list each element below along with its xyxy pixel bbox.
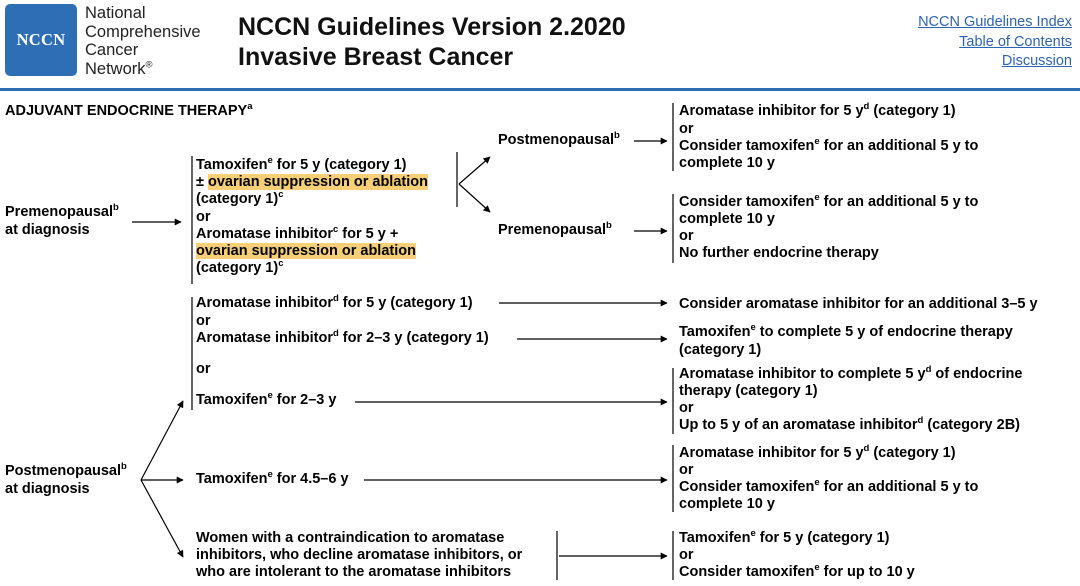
pre-option-ovarian-suppression-2 (196, 243, 416, 260)
pre-result-line: complete 10 y (679, 211, 775, 227)
pre-result-line: Consider tamoxifen$^e$ for an additional 5 y to (679, 192, 979, 210)
table-of-contents-link[interactable]: Table of Contents (959, 33, 1072, 50)
post-result-line: Aromatase inhibitor for 5 $y^d$ (category 1) (679, 443, 956, 461)
post-option-or: or (196, 361, 211, 377)
post-result-line: Aromatase inhibitor to complete 5 $y^d$ of endocrine (679, 364, 1023, 382)
pre-option-tamoxifen: Tamoxifen$^e$ for 5 y (category 1) (196, 155, 407, 173)
post-option-contraindication: inhibitors, who decline aromatase inhibitors, or (196, 547, 523, 563)
post-option-tamoxifen-2-3y: Tamoxifen$^e$ for 2–3 y (196, 390, 337, 408)
post-result-or: or (679, 400, 694, 416)
pre-option-category-2: (category 1)$^c$ (196, 258, 284, 276)
post-result-line: Consider aromatase inhibitor for an additional 3–5 y (679, 296, 1038, 312)
pre-option-ovarian-suppression: ± ovarian suppression or ablation (196, 174, 428, 190)
post-result-line: Consider tamoxifen$^e$ for an additional 5 y to (679, 477, 979, 495)
highlighted-text: ovarian suppression or ablation (208, 174, 428, 190)
title-topic: Invasive Breast Cancer (238, 43, 514, 71)
section-title: ADJUVANT ENDOCRINE THERAPY$^a$ (5, 101, 253, 119)
post-result-line: complete 10 y (679, 155, 775, 171)
post-result-line: complete 10 y (679, 496, 775, 512)
post-option-tamoxifen-4-6y: Tamoxifen$^e$ for 4.5–6 y (196, 469, 349, 487)
post-option-contraindication: Women with a contraindication to aromatase (196, 530, 505, 546)
pre-result-or: or (679, 228, 694, 244)
post-result-or: or (679, 462, 694, 478)
post-result-line: therapy (category 1) (679, 383, 818, 399)
post-result-line: Up to 5 y of an aromatase inhibitor$^d$ (category 2B) (679, 415, 1020, 433)
postmenopausal-at-diagnosis-sublabel: at diagnosis (5, 481, 90, 497)
org-name-line: Comprehensive (85, 22, 201, 41)
pre-result-line: No further endocrine therapy (679, 245, 879, 261)
post-result-line: Consider tamoxifen$^e$ for up to 10 y (679, 562, 915, 580)
org-name-line: Network® (85, 59, 153, 78)
premenopausal-at-diagnosis-label: Premenopausal$^b$ (5, 202, 119, 220)
pre-option-category: (category 1)$^c$ (196, 189, 284, 207)
postmenopausal-at-diagnosis-label: Postmenopausal$^b$ (5, 461, 127, 479)
post-result-line: Tamoxifen$^e$ for 5 y (category 1) (679, 528, 890, 546)
logo-text: NCCN (16, 30, 66, 49)
branch-postmenopausal-label: Postmenopausal$^b$ (498, 130, 620, 148)
post-option-contraindication: who are intolerant to the aromatase inhibitors (196, 564, 512, 580)
post-option-ai-2-3y: Aromatase inhibitor$^d$ for 2–3 y (category 1) (196, 328, 489, 346)
org-name-line: National (85, 4, 146, 22)
post-result-line: (category 1) (679, 342, 762, 358)
branch-premenopausal-label: Premenopausal$^b$ (498, 220, 612, 238)
highlighted-text: ovarian suppression or ablation (196, 243, 416, 259)
pre-option-aromatase: Aromatase inhibitor$^c$ for 5 y + (196, 224, 399, 242)
post-result-line: Tamoxifen$^e$ to complete 5 y of endocrine therapy (679, 322, 1013, 340)
post-result-or: or (679, 121, 694, 137)
post-result-line: Consider tamoxifen$^e$ for an additional 5 y to (679, 136, 979, 154)
post-option-or: or (196, 313, 211, 329)
post-option-ai-5y: Aromatase inhibitor$^d$ for 5 y (category 1) (196, 293, 473, 311)
premenopausal-at-diagnosis-sublabel: at diagnosis (5, 222, 90, 238)
title-version: NCCN Guidelines Version 2.2020 (238, 13, 626, 41)
post-result-or: or (679, 547, 694, 563)
post-result-line: Aromatase inhibitor for 5 $y^d$ (category 1) (679, 101, 956, 119)
guidelines-index-link[interactable]: NCCN Guidelines Index (918, 14, 1072, 30)
registered-mark: ® (145, 59, 153, 70)
discussion-link[interactable]: Discussion (1001, 53, 1072, 69)
pre-option-or: or (196, 209, 211, 225)
org-name-line: Cancer (85, 41, 139, 59)
